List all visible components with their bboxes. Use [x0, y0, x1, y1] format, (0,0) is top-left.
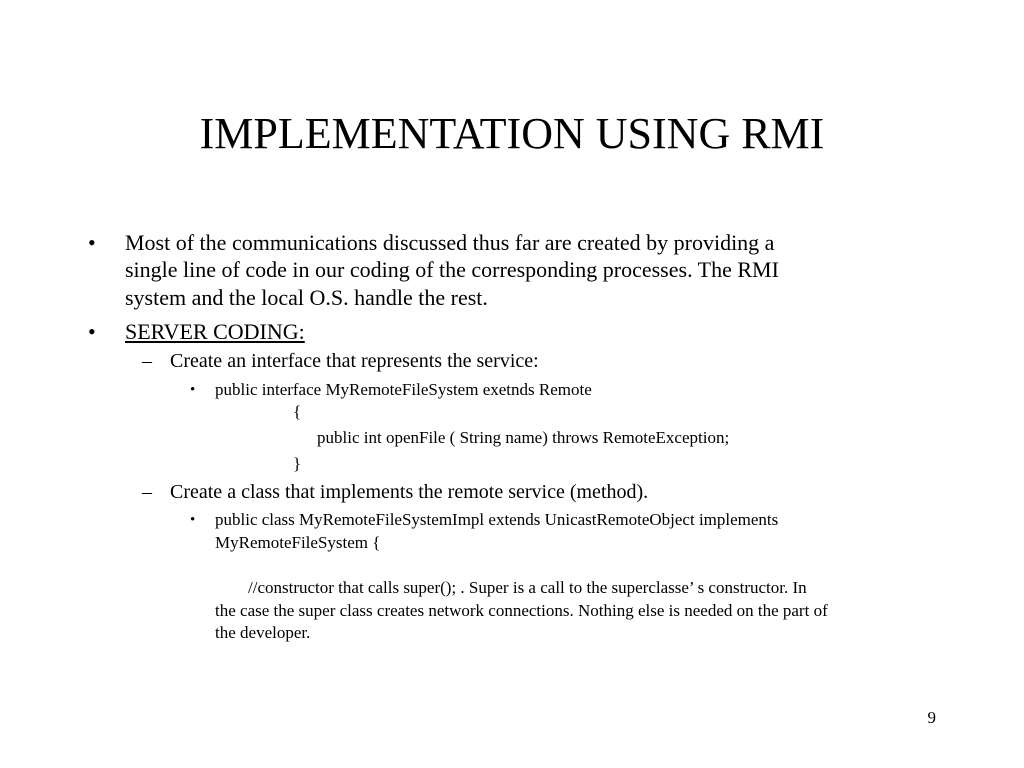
dash-icon: – [142, 350, 152, 372]
sub2-code-line3: //constructor that calls super(); . Super is a call to the superclasse’ s constructor. In [248, 578, 807, 597]
page-number: 9 [927, 708, 936, 727]
sub1-code-line1: public interface MyRemoteFileSystem exetnds Remote [215, 380, 592, 399]
sub1-text: Create an interface that represents the service: [170, 350, 539, 372]
bullet1-line1: Most of the communications discussed thus far are created by providing a [125, 230, 775, 255]
sub2-code-line1: public class MyRemoteFileSystemImpl extends UnicastRemoteObject implements [215, 510, 779, 529]
dash-icon: – [142, 481, 152, 503]
sub2-code-line2: MyRemoteFileSystem { [215, 533, 381, 552]
sub2-code-line4: the case the super class creates network connections. Nothing else is needed on the part of [215, 601, 828, 620]
bullet1-line3: system and the local O.S. handle the rest. [125, 285, 488, 310]
sub2-text: Create a class that implements the remote service (method). [170, 481, 649, 503]
bullet-icon: • [88, 319, 96, 344]
sub2-code-line5: the developer. [215, 623, 311, 642]
sub1-code-line2: public int openFile ( String name) throws RemoteException; [317, 428, 730, 447]
bullet-icon: • [190, 382, 196, 398]
bullet1-line2: single line of code in our coding of the corresponding processes. The RMI [125, 257, 779, 282]
bullet-icon: • [190, 512, 196, 528]
sub1-code-close-brace: } [293, 454, 302, 473]
sub1-code-open-brace: { [293, 402, 302, 421]
slide-title: IMPLEMENTATION USING RMI [199, 109, 825, 158]
server-coding-heading: SERVER CODING: [125, 319, 305, 344]
bullet-icon: • [88, 230, 96, 255]
